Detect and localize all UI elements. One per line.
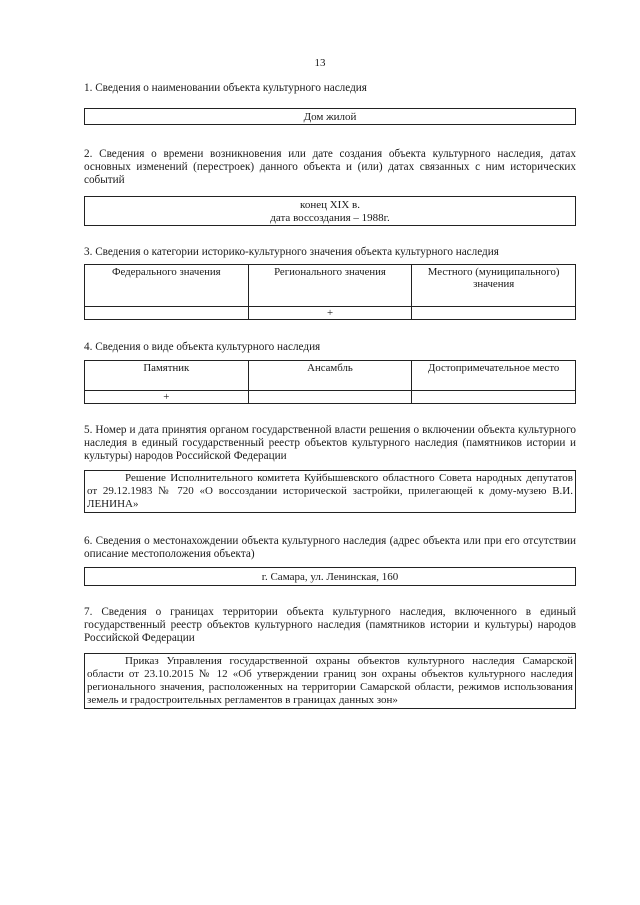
object-name: Дом жилой xyxy=(303,111,357,123)
section-6-heading: 6. Сведения о местонахождении объекта культурного наследия (адрес объекта или при его отсутствии описание местоположения объекта) xyxy=(84,535,576,560)
category-federal-header: Федерального значения xyxy=(85,265,249,307)
section-2-heading: 2. Сведения о времени возникновения или дате создания объекта культурного наследия, датах основных изменений (перестроек) данного объекта и (или) датах связанных с ним исторических событий xyxy=(84,148,576,186)
section-5-heading: 5. Номер и дата принятия органом государственной власти решения о включении объекта культурного наследия в единый государственный реестр объектов культурного наследия (памятников истории и культуры) народов Российской Федерации xyxy=(84,424,576,462)
type-monument-header: Памятник xyxy=(85,361,249,391)
page-number: 13 xyxy=(314,57,326,69)
object-address: г. Самара, ул. Ленинская, 160 xyxy=(261,571,399,583)
type-ensemble-header: Ансамбль xyxy=(248,361,412,391)
section-1-value-box xyxy=(84,108,576,125)
type-ensemble-value xyxy=(248,391,412,404)
category-local-value xyxy=(412,307,576,320)
type-landmark-header: Достопримечательное место xyxy=(412,361,576,391)
section-3-heading: 3. Сведения о категории историко-культурного значения объекта культурного наследия xyxy=(84,246,499,258)
section-2-value-box xyxy=(84,196,576,226)
category-local-header: Местного (муниципального) значения xyxy=(412,265,576,307)
type-monument-value: + xyxy=(85,391,249,404)
section-5-value-box xyxy=(84,470,576,513)
section-4-heading: 4. Сведения о виде объекта культурного наследия xyxy=(84,341,321,353)
category-federal-value xyxy=(85,307,249,320)
type-landmark-value xyxy=(412,391,576,404)
section-7-heading: 7. Сведения о границах территории объекта культурного наследия, включенного в единый государственный реестр объектов культурного наследия (памятников истории и культуры) народов Российской Федерации xyxy=(84,606,576,644)
section-7-value-box xyxy=(84,653,576,709)
boundaries-text: Приказ Управления государственной охраны объектов культурного наследия Самарской области от 23.10.2015 № 12 «Об утверждении границ зон охраны объектов культурного наследия регионального значения, расположенных на территории Самарской области, режимов использования земель и градостроительных регламентов в границах данных зон» xyxy=(87,655,573,706)
decision-text: Решение Исполнительного комитета Куйбышевского областного Совета народных депутатов от 29.12.1983 № 720 «О воссоздании исторической застройки, прилегающей к дому-музею В.И. ЛЕНИНА» xyxy=(87,472,573,510)
category-regional-header: Регионального значения xyxy=(248,265,412,307)
section-6-value-box xyxy=(84,567,576,586)
creation-date: конец XIX в. xyxy=(300,199,360,211)
category-regional-value: + xyxy=(248,307,412,320)
category-table xyxy=(84,264,576,320)
section-1-heading: 1. Сведения о наименовании объекта культурного наследия xyxy=(84,82,367,94)
reconstruction-date: дата воссоздания – 1988г. xyxy=(270,212,390,224)
type-table xyxy=(84,360,576,404)
